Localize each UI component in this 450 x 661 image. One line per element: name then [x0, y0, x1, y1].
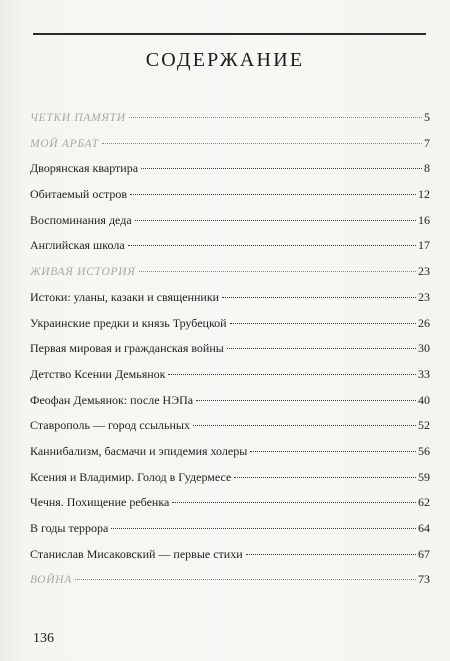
toc-entry-title: Воспоминания деда: [30, 212, 132, 227]
toc-entry: [30, 547, 430, 573]
toc-entry-page: 23: [418, 264, 430, 279]
toc-entry: [30, 444, 430, 470]
toc-entry-page: 62: [418, 495, 430, 510]
toc-entry-page: 64: [418, 521, 430, 535]
dot-leader: [139, 271, 416, 272]
dot-leader: [172, 502, 416, 503]
toc-entry: [30, 470, 430, 496]
dot-leader: [234, 477, 416, 478]
toc-entry-title: Феофан Демьянок: после НЭПа: [30, 392, 194, 407]
toc-entry: [30, 418, 430, 444]
toc-entry: [30, 495, 430, 521]
toc-entry: [30, 161, 430, 187]
dot-leader: [196, 400, 416, 401]
toc-entry: [30, 213, 430, 239]
toc-entry-title: Каннибализм, басмачи и эпидемия холеры: [30, 443, 248, 458]
toc-entry: [30, 521, 430, 547]
toc-entry-page: 52: [418, 418, 430, 433]
toc-entry: [30, 290, 430, 316]
dot-leader: [227, 348, 416, 349]
page-number: 136: [33, 631, 54, 646]
dot-leader: [246, 554, 416, 555]
toc-entry-page: 33: [418, 366, 430, 381]
toc-entry-page: 12: [418, 187, 430, 202]
dot-leader: [129, 117, 422, 118]
toc-entry-title: Чечня. Похищение ребенка: [30, 495, 170, 510]
toc-entry-title: Станислав Мисаковский — первые стихи: [30, 546, 243, 561]
toc-entry: [30, 136, 430, 162]
toc-entry-page: 8: [424, 161, 430, 176]
dot-leader: [250, 451, 416, 452]
toc-entry: [30, 238, 430, 264]
table-of-contents: [30, 110, 430, 598]
dot-leader: [111, 528, 416, 529]
toc-entry-page: 16: [418, 212, 430, 227]
toc-entry-title: Истоки: уланы, казаки и священники: [30, 289, 220, 304]
toc-entry: [30, 316, 430, 342]
toc-entry-page: 56: [418, 443, 430, 458]
dot-leader: [135, 220, 416, 221]
dot-leader: [141, 168, 422, 169]
toc-entry-page: 26: [418, 315, 430, 330]
toc-entry-page: 73: [418, 572, 430, 587]
dot-leader: [193, 425, 416, 426]
toc-entry-page: 7: [424, 135, 430, 150]
toc-entry: [30, 187, 430, 213]
toc-entry-title: ЧЕТКИ ПАМЯТИ: [30, 112, 126, 124]
toc-entry: [30, 572, 430, 598]
toc-entry-title: Ксения и Владимир. Голод в Гудермесе: [30, 469, 232, 484]
toc-entry-title: В годы террора: [30, 521, 109, 535]
toc-entry-title: Дворянская квартира: [30, 161, 139, 176]
dot-leader: [130, 194, 416, 195]
dot-leader: [222, 297, 416, 298]
dot-leader: [230, 323, 416, 324]
toc-entry-title: Украинские предки и князь Трубецкой: [30, 315, 227, 330]
toc-entry: [30, 341, 430, 367]
toc-entry: [30, 393, 430, 419]
toc-entry-page: 5: [424, 110, 430, 124]
toc-entry-title: Ставрополь — город ссыльных: [30, 418, 190, 433]
dot-leader: [75, 579, 416, 580]
toc-entry-title: ВОЙНА: [30, 574, 72, 587]
dot-leader: [128, 245, 416, 246]
toc-entry-title: Обитаемый остров: [30, 187, 127, 202]
toc-entry-page: 23: [418, 289, 430, 304]
toc-entry-title: Английская школа: [30, 238, 125, 253]
toc-entry-page: 40: [418, 392, 430, 407]
dot-leader: [168, 374, 416, 375]
toc-entry-page: 17: [418, 238, 430, 253]
toc-entry-title: ЖИВАЯ ИСТОРИЯ: [30, 266, 136, 279]
toc-entry-title: МОЙ АРБАТ: [30, 137, 99, 150]
toc-entry-title: Первая мировая и гражданская войны: [30, 341, 224, 356]
toc-entry-page: 30: [418, 341, 430, 356]
top-rule: [33, 33, 426, 35]
dot-leader: [102, 143, 422, 144]
toc-entry-page: 59: [418, 469, 430, 484]
toc-entry: [30, 110, 430, 136]
toc-entry: [30, 367, 430, 393]
toc-entry-page: 67: [418, 546, 430, 561]
toc-entry-title: Детство Ксении Демьянок: [30, 366, 166, 381]
toc-entry: [30, 264, 430, 290]
page-heading: СОДЕРЖАНИЕ: [145, 49, 305, 71]
